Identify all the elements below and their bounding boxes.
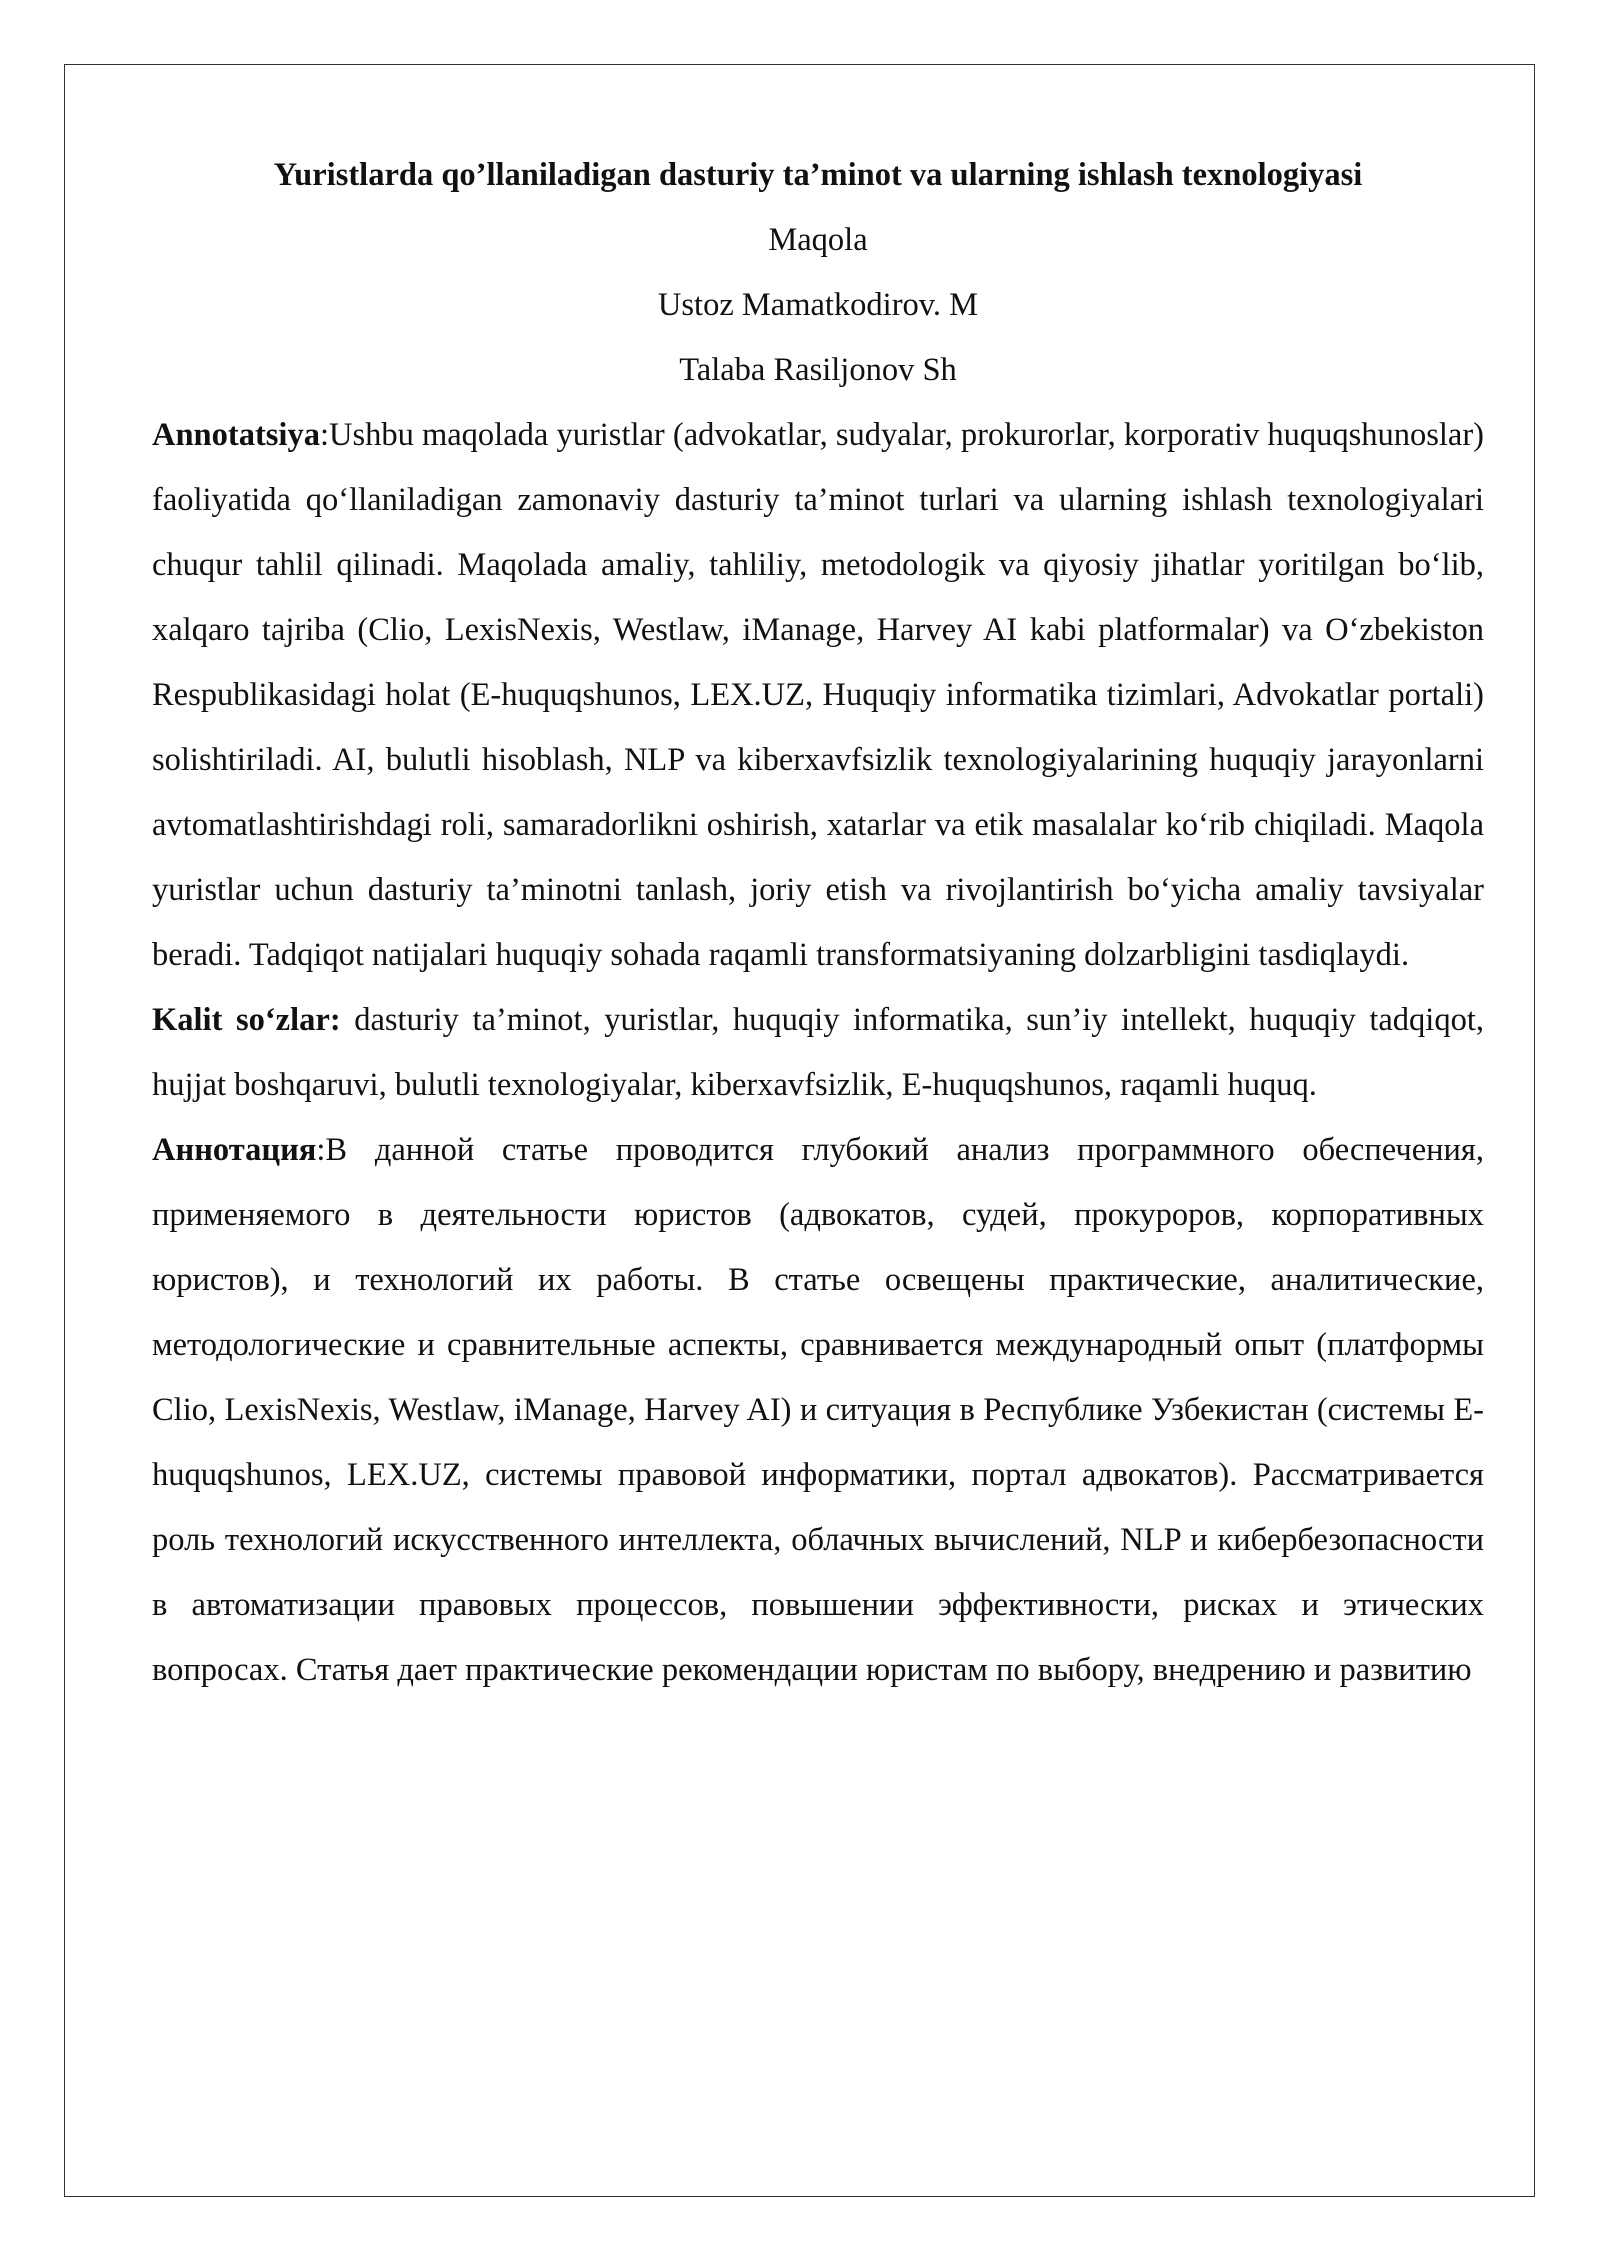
document-body xyxy=(152,146,1484,1703)
annotation-ru-text: :В данной статье проводится глубокий анализ программного обеспечения, применяемого в деятельности юристов (адвокатов, судей, прокуроров, корпоративных юристов), и технологий их работы. В статье освещены практические, аналитические, методологические и сравнительные аспекты, сравнивается международный опыт (платформы Clio, LexisNexis, Westlaw, iManage, Harvey AI) и ситуация в Республике Узбекистан (системы E-huquqshunos, LEX.UZ, системы правовой информатики, портал адвокатов). Рассматривается роль технологий искусственного интеллекта, облачных вычислений, NLP и кибербезопасности в автоматизации правовых процессов, повышении эффективности, рисках и этических вопросах. Статья дает практические рекомендации юристам по выбору, внедрению и развитию xyxy=(152,1132,1484,1688)
annotation-uz-paragraph xyxy=(152,403,1484,988)
annotation-uz-label: Annotatsiya xyxy=(152,417,320,453)
annotation-ru-paragraph xyxy=(152,1118,1484,1703)
keywords-uz-paragraph xyxy=(152,988,1484,1118)
document-title: Yuristlarda qo’llaniladigan dasturiy ta’minot va ularning ishlash texnologiyasi xyxy=(273,157,1363,193)
document-type-label: Maqola xyxy=(768,222,868,258)
annotation-ru-label: Аннотация xyxy=(152,1132,317,1168)
student-name: Talaba Rasiljonov Sh xyxy=(679,352,957,388)
keywords-uz-label: Kalit so‘zlar: xyxy=(152,1002,341,1038)
teacher-name: Ustoz Mamatkodirov. M xyxy=(657,287,979,323)
annotation-uz-text: :Ushbu maqolada yuristlar (advokatlar, sudyalar, prokurorlar, korporativ huquqshunoslar) faoliyatida qo‘llaniladigan zamonaviy dasturiy ta’minot turlari va ularning ishlash texnologiyalari chuqur tahlil qilinadi. Maqolada amaliy, tahliliy, metodologik va qiyosiy jihatlar yoritilgan bo‘lib, xalqaro tajriba (Clio, LexisNexis, Westlaw, iManage, Harvey AI kabi platformalar) va O‘zbekiston Respublikasidagi holat (E-huquqshunos, LEX.UZ, Huquqiy informatika tizimlari, Advokatlar portali) solishtiriladi. AI, bulutli hisoblash, NLP va kiberxavfsizlik texnologiyalarining huquqiy jarayonlarni avtomatlashtirishdagi roli, samaradorlikni oshirish, xatarlar va etik masalalar ko‘rib chiqiladi. Maqola yuristlar uchun dasturiy ta’minotni tanlash, joriy etish va rivojlantirish bo‘yicha amaliy tavsiyalar beradi. Tadqiqot natijalari huquqiy sohada raqamli transformatsiyaning dolzarbligini tasdiqlaydi. xyxy=(152,417,1484,973)
keywords-uz-text: dasturiy ta’minot, yuristlar, huquqiy informatika, sun’iy intellekt, huquqiy tadqiqot, hujjat boshqaruvi, bulutli texnologiyalar, kiberxavfsizlik, E-huquqshunos, raqamli huquq. xyxy=(152,1002,1484,1103)
